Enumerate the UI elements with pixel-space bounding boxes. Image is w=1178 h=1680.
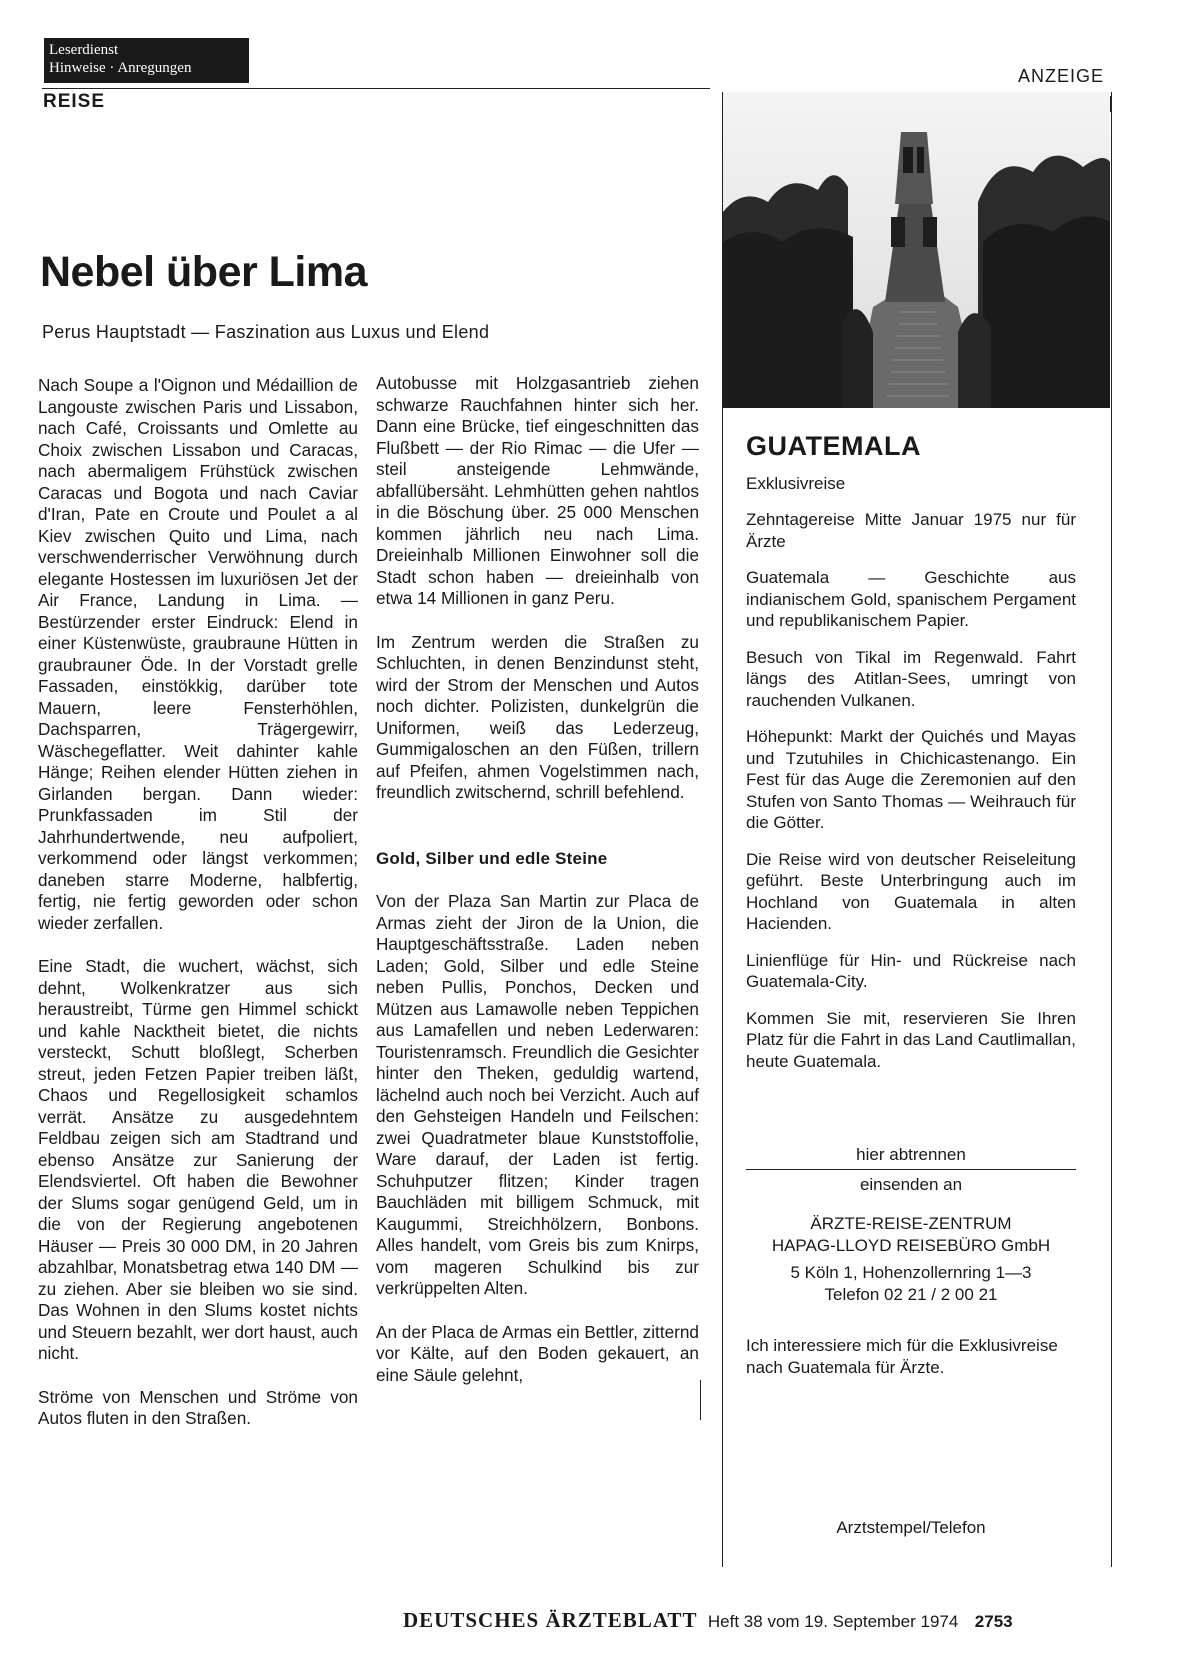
ad-paragraph: Zehntagereise Mitte Januar 1975 nur für Ärzte [746,510,1076,551]
ad-paragraph: Besuch von Tikal im Regenwald. Fahrt längs des Atitlan-Sees, umringt von rauchenden Vulkanen. [746,647,1076,710]
badge-line-1: Leserdienst [49,42,119,58]
ad-paragraph: Höhepunkt: Markt der Quichés und Mayas und Tzutuhiles in Chichicastenango. Ein Fest für das Auge die Zeremonien auf den Stufen von Santo Thomas — Weihrauch für die Götter. [746,727,1076,832]
article-subheading: Gold, Silber und edle Steine [376,848,608,868]
section-label: REISE [43,91,106,112]
advertisement-body [746,431,1076,1072]
advertisement-label: ANZEIGE [1018,66,1105,86]
ad-paragraph: Linienflüge für Hin- und Rückreise nach Guatemala-City. [746,950,1076,991]
tikal-temple-photo [723,92,1110,408]
issue-info: Heft 38 vom 19. September 1974 [707,1612,959,1631]
advertisement-kicker: Exklusivreise [746,473,846,493]
reply-coupon [746,1144,1076,1378]
paragraph: Im Zentrum werden die Straßen zu Schluchten, in denen Benzindunst steht, wird der Strom der Menschen und Autos noch dichter. Polizisten, dunkelgrün die Uniformen, weiß das Lederzeug, Gummigaloschen an den Füßen, trillern auf Pfeifen, ahmen Vogelstimmen nach, freundlich zwitschernd, schrill befehlend. [376,631,699,802]
article-subtitle: Perus Hauptstadt — Faszination aus Luxus und Elend [42,322,490,342]
guatemala-advertisement [722,92,1112,1567]
paragraph: Autobusse mit Holzgasantrieb ziehen schwarze Rauchfahnen hinter sich her. Dann eine Brücke, tief eingeschnitten das Flußbett — der Rio Rimac — die Ufer — steil ansteigende Lehmwände, abfallübersäht. Lehmhütten gehen nahtlos in die Böschung über. 25 000 Menschen kommen jährlich neu nach Lima. Dreieinhalb Millionen Einwohner soll die Stadt schon haben — dreieinhalb von etwa 14 Millionen in ganz Peru. [376,373,699,608]
send-to-label: einsenden an [859,1174,963,1194]
page-footer [403,1608,1013,1633]
advertisement-title: GUATEMALA [746,431,921,461]
badge-line-2: Hinweise · Anregungen [49,60,192,76]
paragraph: Von der Plaza San Martin zur Placa de Armas zieht der Jiron de la Union, die Hauptgeschäftsstraße. Laden neben Laden; Gold, Silber und edle Steine neben Pullis, Ponchos, Decken und Mützen aus Lamawolle neben Teppichen aus Lamafellen und neben Lederwaren: Touristenramsch. Freundlich die Gesichter hinter den Theken, geduldig wartend, lächelnd auch noch bei Verzicht. Auch auf den Gehsteigen Handeln und Feilschen: zwei Quadratmeter blaue Kunststoffolie, Ware darauf, der Laden ist fertig. Schuhputzer flitzen; Kinder tragen Bauchläden mit billigem Schmuck, mit Kaugummi, Streichhölzern, Bonbons. Alles handelt, vom Greis bis zum Knirps, vom mageren Schulkind bis zur verkrüppelten Alten. [376,891,699,1298]
paragraph: Eine Stadt, die wuchert, wächst, sich dehnt, Wolkenkratzer aus sich heraustreibt, Türme gen Himmel schickt und kahle Nacktheit bietet, die nichts versteckt, Schutt bloßlegt, Scherben streut, jeden Fetzen Papier treiben läßt, Chaos und Regellosigkeit schamlos verrät. Ansätze zu ausgedehntem Feldbau zeigen sich am Stadtrand und ebenso Ansätze zur Sanierung der Elendsviertel. Oft haben die Bewohner der Slums sogar genügend Geld, um in die von der Regierung angebotenen Häuser — Preis 30 000 DM, in 20 Jahren abzahlbar, Monatsbetrag etwa 140 DM — zu ziehen. Aber sie bleiben wo sie sind. Das Wohnen in den Slums kostet nichts und Steuern bezahlt, wer dort haust, auch nicht. [38,956,358,1363]
address-line: ÄRZTE-REISE-ZENTRUM [810,1214,1012,1233]
article-column-2 [376,373,699,1386]
cut-here-label: hier abtrennen [856,1145,966,1164]
stamp-field-label: Arztstempel/Telefon [836,1518,986,1537]
section-rule [42,88,710,89]
column-divider [700,1380,701,1420]
ad-paragraph: Die Reise wird von deutscher Reiseleitung geführt. Beste Unterbringung auch im Hochland von Guatemala in alten Hacienden. [746,849,1076,933]
ad-paragraph: Guatemala — Geschichte aus indianischem Gold, spanischem Pergament und republikanischem Papier. [746,568,1076,630]
paragraph: Nach Soupe a l'Oignon und Médaillion de Langouste zwischen Paris und Lissabon, nach Café, Croissants und Omlette au Choix zwischen Lissabon und Caracas, nach abermaligem Frühstück zwischen Caracas und Bogota und nach Caviar d'Iran, Pate en Croute und Poulet a al Kiev zwischen Quito und Lima, nach verschwenderrischer Verwöhnung durch elegante Hostessen im luxuriösen Jet der Air France, Landung in Lima. — Bestürzender erster Eindruck: Elend in einer Küstenwüste, graubraune Hütten in graubrauner Öde. In der Vorstadt grelle Fassaden, einstökkig, darüber tote Mauern, leere Fensterhöhlen, Dachsparren, Trägergewirr, Wäschegeflatter. Weit dahinter kahle Hänge; Reihen elender Hütten ziehen in Girlanden bergan. Dann wieder: Prunkfassaden im Stil der Jahrhundertwende, neu aufpoliert, verkommend oder längst verkommen; daneben starre Moderne, halbfertig, fertig, nie fertig geworden oder schon wieder zerfallen. [38,375,358,933]
address-line: 5 Köln 1, Hohenzollernring 1—3 [790,1263,1032,1282]
address-line: HAPAG-LLOYD REISEBÜRO GmbH [771,1235,1051,1255]
cut-line [746,1169,1076,1170]
interest-statement: Ich interessiere mich für die Exklusivreise nach Guatemala für Ärzte. [746,1336,1058,1377]
journal-masthead: DEUTSCHES ÄRZTEBLATT [403,1608,698,1632]
article-column-1 [38,375,358,1430]
paragraph: Ströme von Menschen und Ströme von Autos fluten in den Straßen. [38,1386,358,1428]
address-block [746,1213,1076,1305]
article-title: Nebel über Lima [40,248,368,296]
address-line: Telefon 02 21 / 2 00 21 [824,1284,998,1304]
paragraph: An der Placa de Armas ein Bettler, zitternd vor Kälte, auf den Boden gekauert, an eine Säule gelehnt, [376,1321,699,1385]
ad-paragraph: Kommen Sie mit, reservieren Sie Ihren Platz für die Fahrt in das Land Cautlimallan, heute Guatemala. [746,1008,1076,1071]
reader-service-badge [44,38,249,83]
page-number: 2753 [974,1612,1013,1631]
